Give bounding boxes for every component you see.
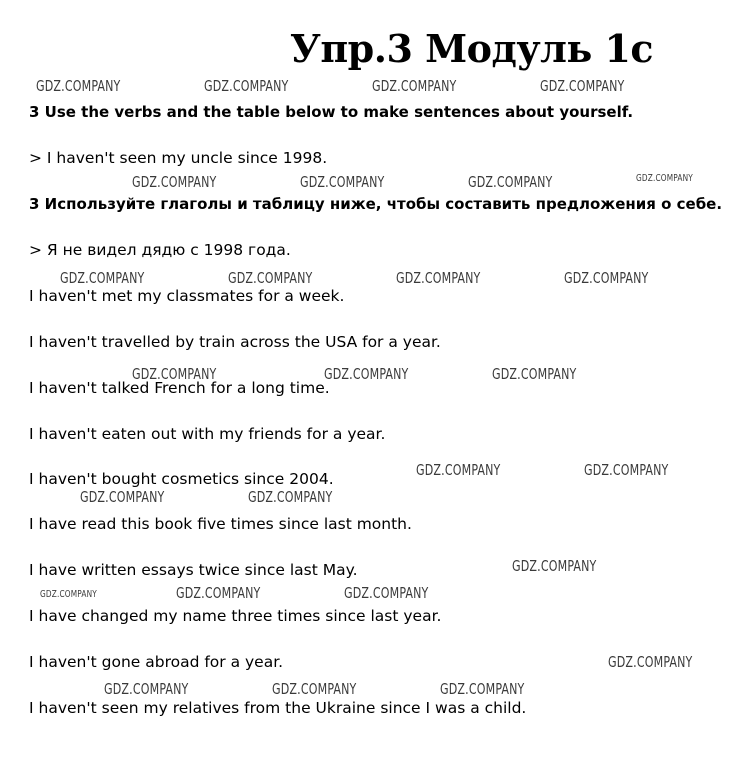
example-sentence-ru: > Я не видел дядю с 1998 года. bbox=[29, 241, 291, 259]
watermark: GDZ.COMPANY bbox=[60, 269, 145, 287]
example-sentence-en: > I haven't seen my uncle since 1998. bbox=[29, 149, 328, 167]
watermark: GDZ.COMPANY bbox=[372, 77, 457, 95]
watermark: GDZ.COMPANY bbox=[564, 269, 649, 287]
answer-line-2: I haven't travelled by train across the USA for a year. bbox=[29, 333, 441, 351]
watermark: GDZ.COMPANY bbox=[176, 584, 261, 602]
answer-line-8: I have changed my name three times since last year. bbox=[29, 607, 442, 625]
watermark: GDZ.COMPANY bbox=[132, 173, 217, 191]
answer-line-1: I haven't met my classmates for a week. bbox=[29, 287, 345, 305]
watermark: GDZ.COMPANY bbox=[40, 589, 97, 600]
watermark: GDZ.COMPANY bbox=[440, 680, 525, 698]
watermark: GDZ.COMPANY bbox=[104, 680, 189, 698]
answer-line-4: I haven't eaten out with my friends for a year. bbox=[29, 425, 386, 443]
watermark: GDZ.COMPANY bbox=[272, 680, 357, 698]
watermark: GDZ.COMPANY bbox=[228, 269, 313, 287]
watermark: GDZ.COMPANY bbox=[608, 653, 693, 671]
answer-line-9: I haven't gone abroad for a year. bbox=[29, 653, 284, 671]
watermark: GDZ.COMPANY bbox=[324, 365, 409, 383]
watermark: GDZ.COMPANY bbox=[584, 461, 669, 479]
answer-line-5: I haven't bought cosmetics since 2004. bbox=[29, 470, 334, 488]
watermark: GDZ.COMPANY bbox=[36, 77, 121, 95]
answer-line-3: I haven't talked French for a long time. bbox=[29, 379, 330, 397]
watermark: GDZ.COMPANY bbox=[300, 173, 385, 191]
watermark: GDZ.COMPANY bbox=[396, 269, 481, 287]
answer-line-6: I have read this book five times since last month. bbox=[29, 515, 412, 533]
watermark: GDZ.COMPANY bbox=[344, 584, 429, 602]
watermark: GDZ.COMPANY bbox=[204, 77, 289, 95]
watermark: GDZ.COMPANY bbox=[416, 461, 501, 479]
task-instruction-ru: 3 Используйте глаголы и таблицу ниже, чтобы составить предложения о себе. bbox=[29, 195, 723, 213]
watermark: GDZ.COMPANY bbox=[248, 488, 333, 506]
answer-line-7: I have written essays twice since last May. bbox=[29, 561, 358, 579]
page-title: Упр.3 Модуль 1c bbox=[290, 26, 654, 71]
watermark: GDZ.COMPANY bbox=[636, 173, 693, 184]
watermark: GDZ.COMPANY bbox=[492, 365, 577, 383]
watermark: GDZ.COMPANY bbox=[540, 77, 625, 95]
watermark: GDZ.COMPANY bbox=[80, 488, 165, 506]
watermark: GDZ.COMPANY bbox=[132, 365, 217, 383]
answer-line-10: I haven't seen my relatives from the Ukraine since I was a child. bbox=[29, 699, 527, 717]
watermark: GDZ.COMPANY bbox=[512, 557, 597, 575]
task-instruction-en: 3 Use the verbs and the table below to make sentences about yourself. bbox=[29, 103, 634, 121]
watermark: GDZ.COMPANY bbox=[468, 173, 553, 191]
